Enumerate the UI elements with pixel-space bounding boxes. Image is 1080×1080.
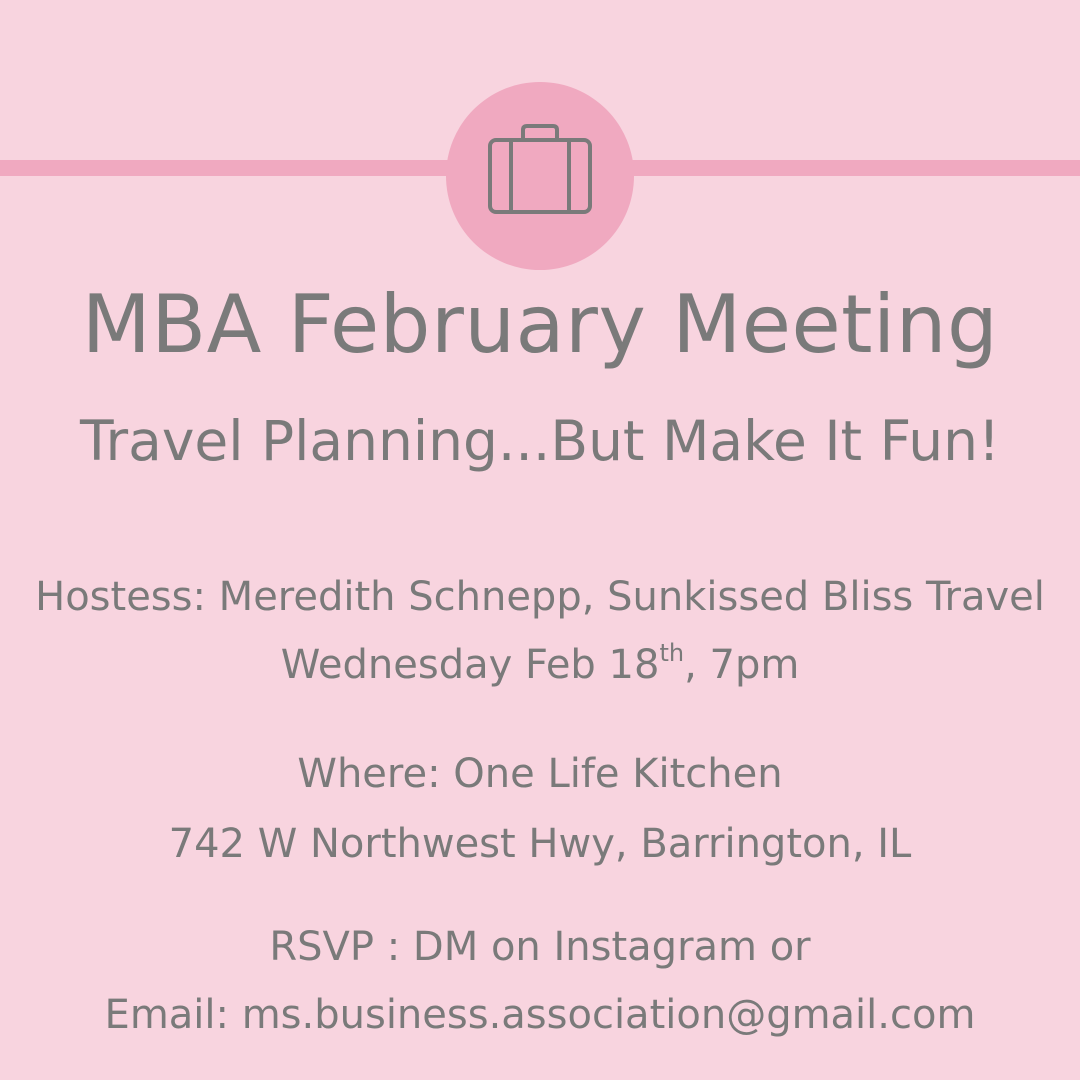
event-subtitle: Travel Planning...But Make It Fun! xyxy=(79,409,1000,473)
date-ordinal-suffix: th xyxy=(659,639,685,667)
email-line: Email: ms.business.association@gmail.com xyxy=(104,992,976,1038)
briefcase-icon xyxy=(488,124,592,228)
address-line: 742 W Northwest Hwy, Barrington, IL xyxy=(168,821,912,867)
briefcase-badge xyxy=(446,82,634,270)
date-text: Wednesday Feb 18 xyxy=(280,642,660,688)
rsvp-line: RSVP : DM on Instagram or xyxy=(269,924,811,970)
venue-line: Where: One Life Kitchen xyxy=(297,751,783,797)
date-line xyxy=(0,639,1080,688)
date-time: , 7pm xyxy=(684,642,800,688)
event-title: MBA February Meeting xyxy=(81,278,999,371)
hostess-line: Hostess: Meredith Schnepp, Sunkissed Bliss Travel xyxy=(35,574,1045,620)
